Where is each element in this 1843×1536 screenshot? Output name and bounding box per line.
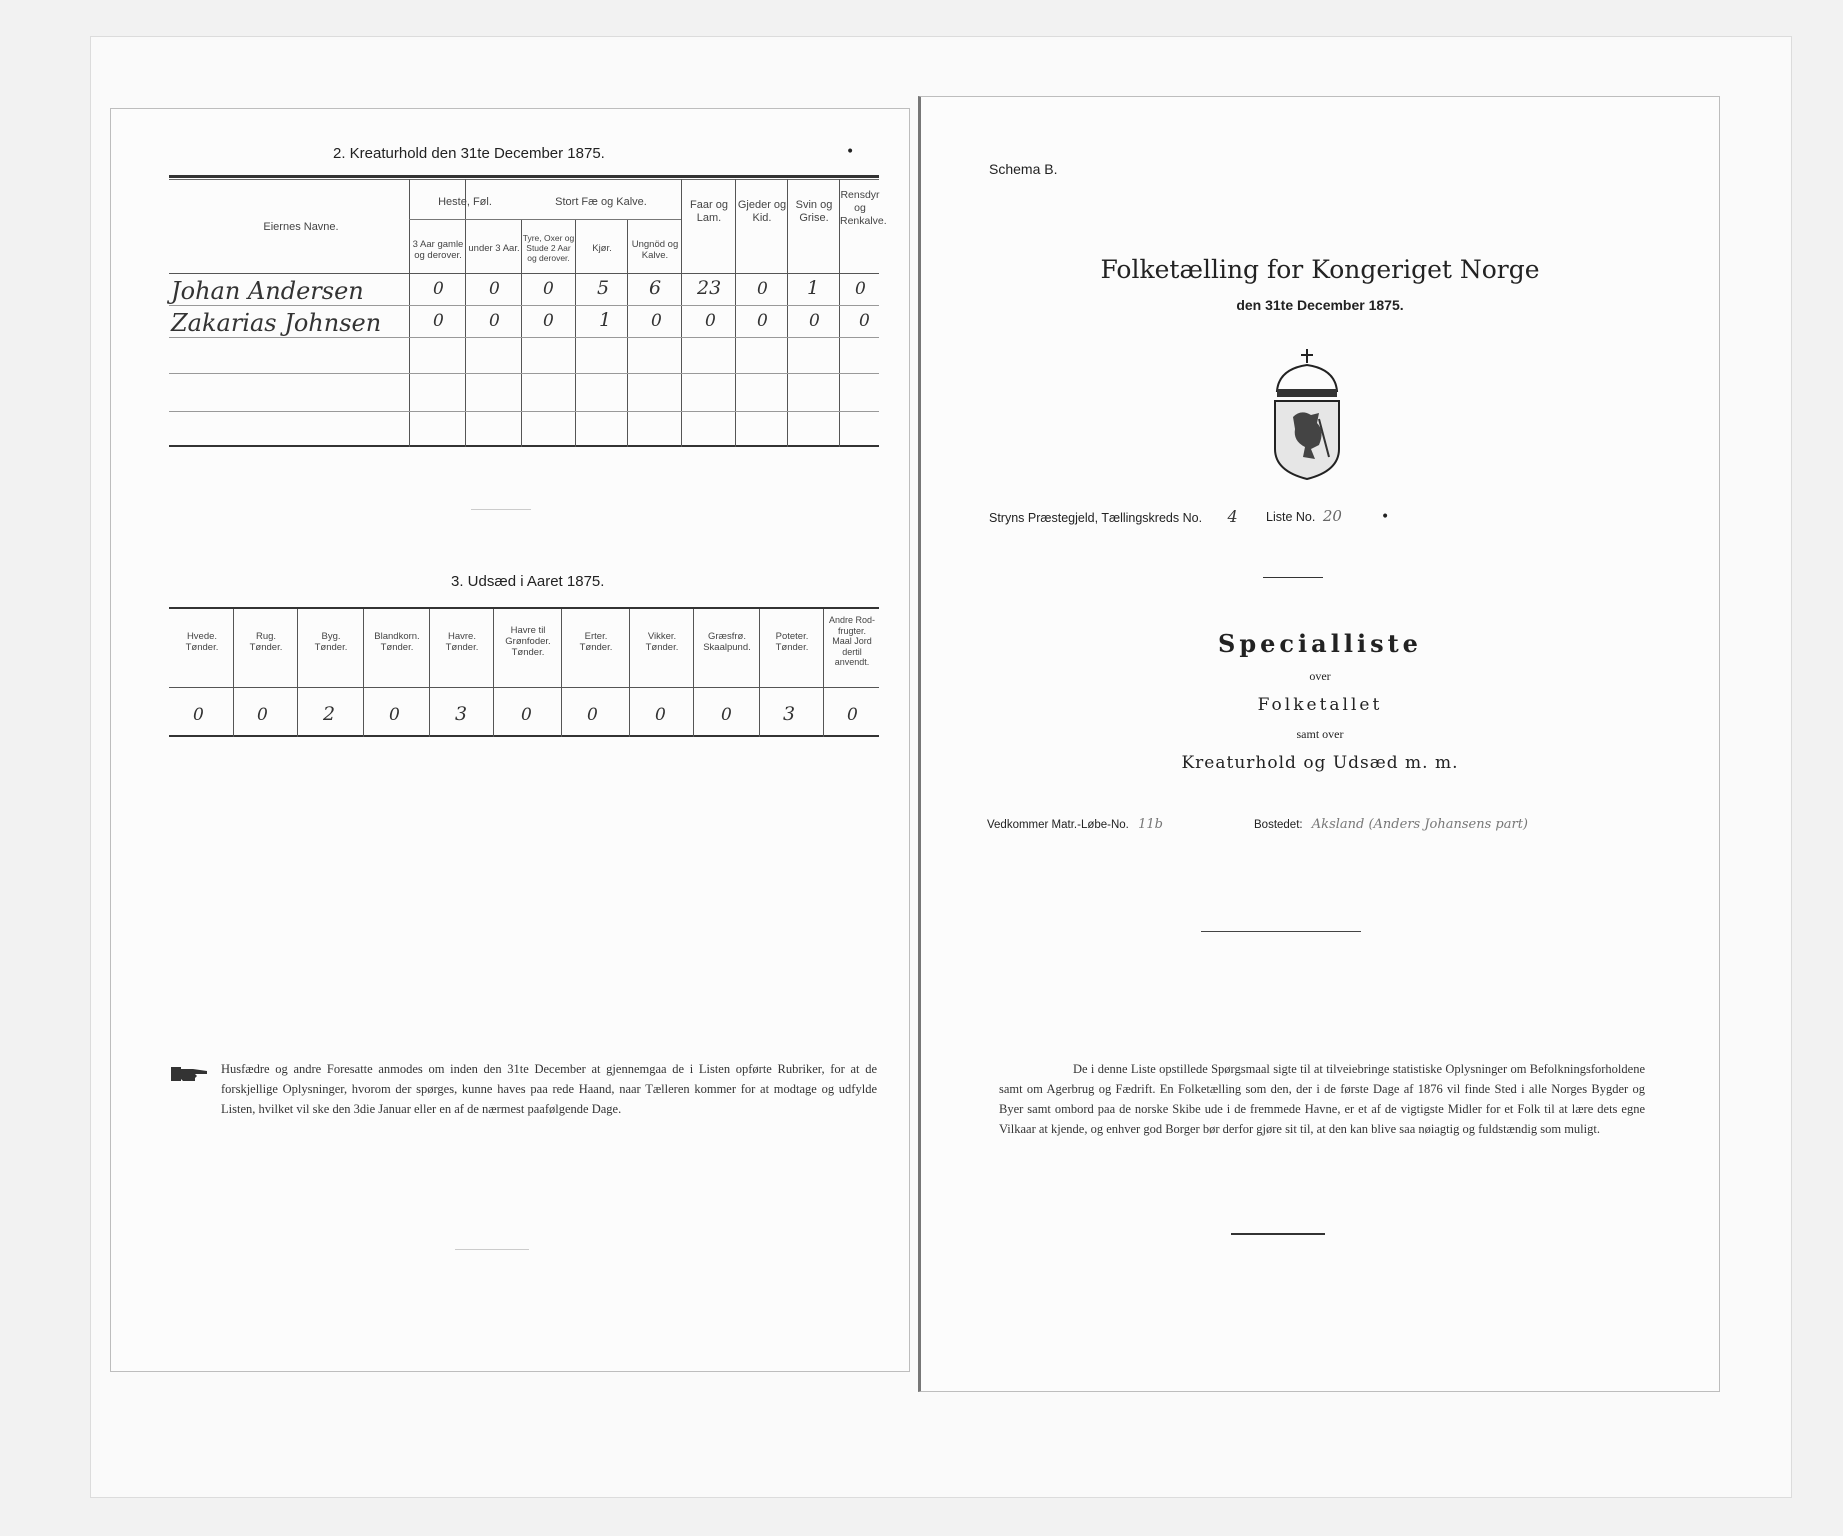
special-title: Specialliste xyxy=(1218,629,1422,658)
table2-bottom-rule xyxy=(169,735,879,737)
table1-top-rule xyxy=(169,175,879,178)
crop-val-6: 0 xyxy=(521,705,532,725)
pointing-hand-icon xyxy=(171,1063,211,1085)
col-head-1: 3 Aar gamle og derover. xyxy=(412,239,464,261)
row1-v6: 23 xyxy=(697,277,722,299)
bostedet-line xyxy=(1254,817,1528,832)
names-header: Eiernes Navne. xyxy=(263,221,339,233)
row1-v5: 6 xyxy=(649,277,662,299)
kreatur-line: Kreaturhold og Udsæd m. m. xyxy=(1181,753,1459,773)
district-number: 4 xyxy=(1227,507,1238,526)
row2-v1: 0 xyxy=(433,311,444,331)
stort-group-header: Stort Fæ og Kalve. xyxy=(555,196,647,208)
crop-head-1: Hvede. Tønder. xyxy=(185,631,219,653)
liste-line xyxy=(1266,507,1342,525)
crop-head-10: Poteter. Tønder. xyxy=(775,631,809,653)
liste-label: Liste No. xyxy=(1266,510,1316,524)
folketallet: Folketallet xyxy=(1257,695,1383,715)
matr-value: 11b xyxy=(1138,817,1163,832)
date-line: den 31te December 1875. xyxy=(1236,297,1404,313)
info-text: De i denne Liste opstillede Spørgsmaal sigte til at tilveiebringe statistiske Oplysninger om Befolkningsforholdene samt om Agerbrug og Fædrift. En Folketælling som den, der i de første Dage af 1876 vil finde Sted i alle Norges Bygder og Byer samt ombord paa de norske Skibe ude i de fremmede Havne, er et af de vigtigste Midler for et Folk til at lære dets egne Vilkaar at kjende, og enhver god Borger bør derfor gjøre sit til, at den kan blive saa nøiagtig og fuldstændig som muligt. xyxy=(999,1062,1645,1136)
row1-name: Johan Andersen xyxy=(171,277,364,305)
crop-head-7: Erter. Tønder. xyxy=(579,631,613,653)
crop-head-6: Havre til Grønfoder. Tønder. xyxy=(505,625,551,658)
bostedet-value: Aksland (Anders Johansens part) xyxy=(1311,817,1528,832)
row2-v6: 0 xyxy=(705,311,716,331)
row2-v7: 0 xyxy=(757,311,768,331)
crop-val-9: 0 xyxy=(721,705,732,725)
crop-val-8: 0 xyxy=(655,705,666,725)
section3-title: 3. Udsæd i Aaret 1875. xyxy=(451,573,605,590)
col-head-7: Gjeder og Kid. xyxy=(737,199,787,224)
dot-mark: • xyxy=(846,144,855,160)
left-page xyxy=(110,108,910,1372)
ink-dot-mark: • xyxy=(1381,509,1390,525)
row2-v8: 0 xyxy=(809,311,820,331)
crop-val-1: 0 xyxy=(193,705,204,725)
crop-val-7: 0 xyxy=(587,705,598,725)
row2-v9: 0 xyxy=(859,311,870,331)
main-title: Folketælling for Kongeriget Norge xyxy=(1100,255,1540,284)
row1-v2: 0 xyxy=(489,279,500,299)
row1-v9: 0 xyxy=(855,279,866,299)
crop-head-4: Blandkorn. Tønder. xyxy=(374,631,420,653)
crop-val-10: 3 xyxy=(783,703,796,725)
row2-v3: 0 xyxy=(543,311,554,331)
crop-head-8: Vikker. Tønder. xyxy=(645,631,679,653)
matr-line xyxy=(987,817,1163,832)
row2-name: Zakarias Johnsen xyxy=(171,309,382,337)
heste-group-header: Heste, Føl. xyxy=(438,196,492,208)
col-head-2: under 3 Aar. xyxy=(468,243,520,254)
bostedet-label: Bostedet: xyxy=(1254,819,1303,831)
table1-bottom-rule xyxy=(169,445,879,447)
crop-head-9: Græsfrø. Skaalpund. xyxy=(703,631,751,653)
crop-val-11: 0 xyxy=(847,705,858,725)
notice-text: Husfædre og andre Foresatte anmodes om inden den 31te December at gjennemgaa de i Listen opførte Rubriker, for at de forskjellige Oplysninger, hvorom der spørges, kunne haves paa rede Haand, naar Tælleren kommer for at modtage og udfylde Listen, hvilket vil ske den 3die Januar eller en af de nærmest paafølgende Dage. xyxy=(221,1062,877,1116)
col-head-6: Faar og Lam. xyxy=(690,199,728,224)
col-head-3: Tyre, Oxer og Stude 2 Aar og derover. xyxy=(522,233,575,263)
crop-head-3: Byg. Tønder. xyxy=(314,631,348,653)
table2-top-rule xyxy=(169,607,879,609)
row1-v8: 1 xyxy=(807,277,820,299)
liste-number: 20 xyxy=(1322,507,1342,525)
crop-head-5: Havre. Tønder. xyxy=(445,631,479,653)
crop-val-5: 3 xyxy=(455,703,468,725)
over-1: over xyxy=(1309,669,1331,683)
crop-val-3: 2 xyxy=(323,703,336,725)
district-label: Stryns Præstegjeld, Tællingskreds No. xyxy=(989,511,1203,525)
norway-coat-of-arms-icon xyxy=(1267,349,1347,481)
section2-title: 2. Kreaturhold den 31te December 1875. xyxy=(333,145,605,162)
col-head-5: Ungnöd og Kalve. xyxy=(631,239,679,261)
matr-label: Vedkommer Matr.-Løbe-No. xyxy=(987,819,1129,831)
samt-over: samt over xyxy=(1296,727,1344,741)
district-line xyxy=(989,507,1238,526)
crop-val-4: 0 xyxy=(389,705,400,725)
crop-head-2: Rug. Tønder. xyxy=(249,631,283,653)
row1-v1: 0 xyxy=(433,279,444,299)
col-head-8: Svin og Grise. xyxy=(795,199,833,224)
row1-v3: 0 xyxy=(543,279,554,299)
row2-v5: 0 xyxy=(651,311,662,331)
row1-v7: 0 xyxy=(757,279,768,299)
crop-head-11: Andre Rod-frugter. Maal Jord dertil anvendt. xyxy=(828,615,876,667)
row1-v4: 5 xyxy=(597,277,610,299)
crop-val-2: 0 xyxy=(257,705,268,725)
right-page xyxy=(918,96,1720,1392)
schema-label: Schema B. xyxy=(989,161,1058,177)
row2-v2: 0 xyxy=(489,311,500,331)
col-head-9: Rensdyr og Renkalve. xyxy=(840,189,887,227)
col-head-4: Kjør. xyxy=(592,243,612,254)
row2-v4: 1 xyxy=(599,309,612,331)
